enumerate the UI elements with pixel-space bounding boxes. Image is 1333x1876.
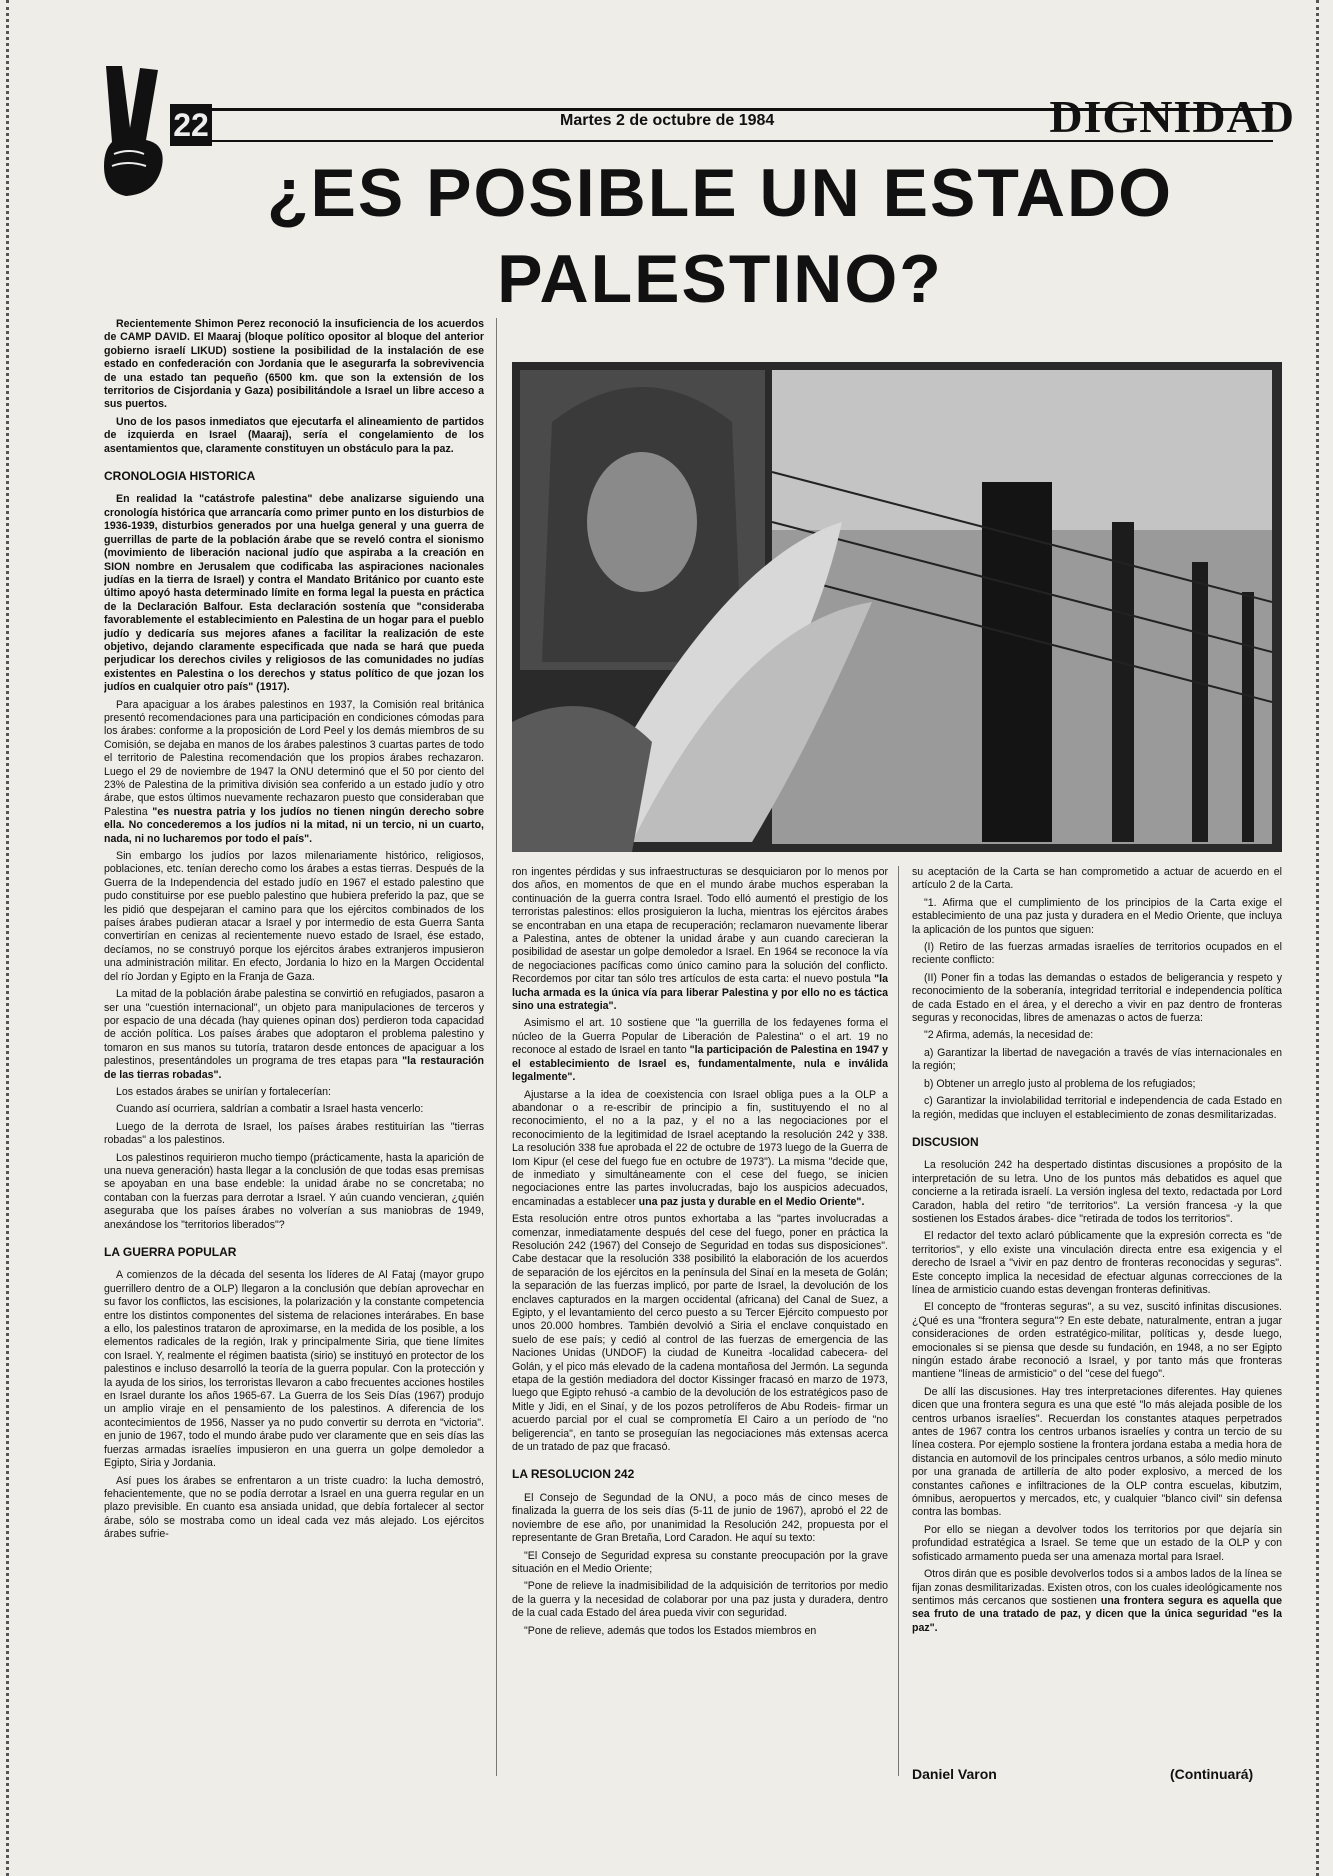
page-number: 22 xyxy=(170,104,212,146)
quote: "consideraba favorablemente el establecimiento en Palestina de un hogar para el pueblo judío y dedicaría sus mejores afanes a facilitar la realización de este objetivo, dejando claramente especificada que nada se hará que pueda perjudicar los derechos civiles y religiosos de las comunidades no judías existentes en Palestina o los derechos y status político de que jozan los judíos en cualquier otro país" (1917). xyxy=(104,600,484,694)
paragraph: A comienzos de la década del sesenta los líderes de Al Fataj (mayor grupo guerrillero dentro de a OLP) llegaron a la conclusión que debían aprovechar en su favor los conflictos, las escisiones, la polarización y la constante competencia entre los distintos componentes del sistema de relaciones interárabes. En base a ello, los palestinos trataron de aproximarse, en la medida de los posible, a los elementos radicales de la región, Irak y principalmente Siria, que tiene límites con Israel. Y, realmente el régimen baatista (sirio) se instituyó en protector de los palestinos e incluso desarrolló la teoría de la guerra popular. Con la protección y la ayuda de los sirios, los terroristas llevaron a cabo frecuentes acciones hostiles en Israel durante los años 1965-67. La Guerra de los Seis Días (1967) produjo un amplio viraje en el pensamiento de los palestinos. A diferencia de los acontecimientos de 1956, Nasser ya no pudo convertir su derrota en "victoria". en junio de 1967, todo el mundo árabe pudo ver claramente que en seis días las fuerzas armadas israelíes impusieron en una guerra un golpe demoledor a Egipto, Siria y Jordania. xyxy=(104,1269,484,1470)
column-rule xyxy=(496,318,497,1776)
section-heading-resolucion: LA RESOLUCION 242 xyxy=(512,1467,635,1482)
article-column-1 xyxy=(104,318,484,1788)
paragraph: "Pone de relieve la inadmisibilidad de la adquisición de territorios por medio de la guerra y la necesidad de colaborar por una paz justa y duradera, dentro de la cual cada Estado del área pueda vivir con seguridad. xyxy=(512,1580,888,1620)
paragraph: La resolución 242 ha despertado distintas discusiones a propósito de la interpretación de su letra. Uno de los puntos más debatidos es aquel que concierne a la retirada israelí. La versión inglesa del texto, redactada por Lord Caradon, habla del retiro "de territorios". La versión francesa -y la que sostienen los Estados árabes- dice "retirada de todos los territorios". xyxy=(912,1159,1282,1225)
paragraph: El redactor del texto aclaró públicamente que la expresión correcta es "de territorios", y ello existe una vinculación directa entre esa exigencia y el derecho de Israel a "vivir en paz dentro de fronteras reconocidas y seguras". Este concepto implica la necesidad de efectuar algunas correcciones de la línea de armisticio cuando estas devengan fronteras definitivas. xyxy=(912,1230,1282,1296)
paragraph: Cuando así ocurriera, saldrían a combatir a Israel hasta vencerlo: xyxy=(116,1103,424,1116)
paragraph: El Consejo de Segundad de la ONU, a poco más de cinco meses de finalizada la guerra de los seis días (5-11 de junio de 1967), aprobó el 22 de noviembre de ese año, por unanimidad la Resolución 242, propuesta por el representante de Gran Bretaña, Lord Caradon. He aquí su texto: xyxy=(512,1491,888,1545)
paragraph: "El Consejo de Seguridad expresa su constante preocupación por la grave situación en el Medio Oriente; xyxy=(512,1549,888,1575)
paragraph: "1. Afirma que el cumplimiento de los principios de la Carta exige el establecimiento de una paz justa y duradera en el Medio Oriente, que incluya la aplicación de los puntos que siguen: xyxy=(912,896,1282,936)
text: ron ingentes pérdidas y sus infraestructuras se desquiciaron por lo menos por dos años, en momentos de que en el mundo árabe muchos esperaban la continuación de la guerra contra Israel. Todo elló aumentó el prestigio de los terroristas palestinos: ellos prosiguieron la lucha, mientras los ejércitos árabes se encontraban en una etapa de recuperación; reclamaron nuevamente liberar a Palestina, antes de obtener la unidad árabe y aun cuando carecieran la posibilidad de asestar un golpe demoledor a Israel. En 1964 se reconoce la vía de negociaciones pacíficas como único camino para la solución del conflicto. Recordemos por citar tan sólo tres artículos de esta carta: el nuevo postula xyxy=(512,866,888,986)
quote: "la participación de Palestina en 1947 y el establecimiento de Israel es, fundamentalmente, nula e inválida legalmente". xyxy=(512,1044,888,1084)
section-heading-guerra: LA GUERRA POPULAR xyxy=(104,1245,237,1259)
paragraph xyxy=(912,1568,1282,1635)
paragraph: Sin embargo los judíos por lazos milenariamente histórico, religiosos, poblaciones, etc. tenían derecho como los árabes a estas tierras. Después de la Guerra de la Independencia del estado judío en 1967 el estado palestino que pudo constituirse por ese pueblo palestino que hubiera preferido la paz, que se les pidió que despejaran el camino para que los ejércitos combinados de los países árabes pudieran atacar a Israel y por intermedio de esta Guerra Santa convertirían en cenizas al recientemente nuevo estado de Israel, ése estado, decíamos, no se construyó porque los ejércitos árabes extranjeros impusieron una administración militar. En efecto, Jordania lo hizo en la Margen Occidental del río Jordan y Egipto en la Franja de Gaza. xyxy=(104,850,484,983)
paragraph: Los estados árabes se unirían y fortalecerían: xyxy=(116,1085,331,1098)
quote: "es nuestra patria y los judíos no tienen ningún derecho sobre ella. No concederemos a los judíos ni la mitad, ni un tercio, ni un cuarto, nada, ni no lucharemos por todo el país". xyxy=(104,805,484,845)
quote: una frontera segura es aquella que sea fruto de una tratado de paz, y dicen que la única seguridad "es la paz". xyxy=(912,1594,1282,1634)
continued-note: (Continuará) xyxy=(1170,1766,1254,1782)
masthead: DIGNIDAD xyxy=(1049,91,1295,142)
paragraph xyxy=(512,1089,888,1210)
quote: "la lucha armada es la única vía para liberar Palestina y por ello no es táctica sino una estrategia". xyxy=(512,973,888,1013)
quote: una paz justa y durable en el Medio Oriente". xyxy=(638,1195,865,1208)
paragraph: Uno de los pasos inmediatos que ejecutarfa el alineamiento de partidos de izquierda en Israel (Maaraj), sería el congelamiento de los asentamientos que, claramente constituyen un obstáculo para la paz. xyxy=(104,415,484,455)
paragraph xyxy=(104,493,484,694)
paragraph: Esta resolución entre otros puntos exhortaba a las "partes involucradas a comenzar, inmediatamente después del cese del fuego, poner en práctica la Resolución 242 (1967) del Consejo de Seguridad en todas sus disposiciones". Cabe destacar que la resolución 338 posibilitó la elaboración de los acuerdos de separación de los ejércitos en la península del Sinaí en la meseta de Golán; la separación de las fuerzas implicó, por parte de Israel, la devolución de los enclaves capturados en la margen occidental (africana) del Canal de Suez, a Egipto, y el levantamiento del cerco puesto a su Tercer Ejército compuesto por unos 20.000 hombres. También devolvió a Siria el enclave conquistado en suelo de ese país; y cedió al control de las fuerzas de emergencia de las Naciones Unidas (UNDOF) la ciudad de Kuneitra -localidad cabecera- del Golán, y el pico más elevado de la cadena montañosa del Jermón. La segunda etapa de la gestión mediadora del doctor Kissinger fracasó en marzo de 1973, luego que Egipto rehusó -a cambio de la devolución de los estratégicos paso de Mitle y Jidi, en el Sinaí, y de los pozos petrolíferos de Abu Rodeis- firmar un acuerdo parcial por el cual se comprometía El Cairo a un período de "no beligerencia", en tanto se proseguían las negociaciones más extensas acerca de un tratado de paz que fracasó. xyxy=(512,1213,888,1454)
quote: "la restauración de las tierras robadas". xyxy=(104,1055,484,1081)
paragraph xyxy=(104,699,484,846)
paragraph: Por ello se niegan a devolver todos los territorios por que dejaría sin profundidad estratégica a Israel. Se teme que un estado de la OLP y con sofisticado armamento pueda ser una amenaza mortal para Israel. xyxy=(912,1523,1282,1563)
section-heading-cronologia: CRONOLOGIA HISTORICA xyxy=(104,469,256,484)
paragraph: El concepto de "fronteras seguras", a su vez, suscitó infinitas discusiones. ¿Qué es una "frontera segura"? En este debate, naturalmente, entran a jugar consideraciones de orden estratégico-militar, políticas y, desde luego, emocionales si se piensa que desde su fundación, en 1948, a no ser Egipto ningún estado árabe reconoció a Israel, y por tanto más que fronteras mantiene "líneas de armisticio" o del "cese del fuego". xyxy=(912,1301,1282,1381)
issue-date: Martes 2 de octubre de 1984 xyxy=(560,112,775,129)
paragraph: c) Garantizar la inviolabilidad territorial e independencia de cada Estado en la región, medidas que incluyen el establecimiento de zonas desmilitarizadas. xyxy=(912,1095,1282,1121)
paragraph: b) Obtener un arreglo justo al problema de los refugiados; xyxy=(924,1077,1196,1090)
text: Para apaciguar a los árabes palestinos en 1937, la Comisión real británica presentó recomendaciones para una participación en condiciones cómodas para los árabes: conforme a la proposición de Lord Peel y los demás miembros de su Comisión, se dejaba en manos de los árabes palestinos 3 cuartas partes de todo el territorio de Palestina recomendación que los propios árabes rechazaron. Luego el 29 de noviembre de 1947 la ONU determinó que el 50 por ciento del 23% de Palestina de la primitiva división sea conferido a un estado judío y otro árabe, que estos últimos nuevamente rechazaron puesto que consideraban que Palestina xyxy=(104,698,484,818)
photo-arafat-barbed-wire xyxy=(512,362,1282,852)
column-rule xyxy=(898,866,899,1776)
paragraph: Los palestinos requirieron mucho tiempo (prácticamente, hasta la aparición de una nueva generación) hasta llegar a la conclusión de que todas esas premisas se apoyaban en una base endeble: la unidad árabe no se concretaba; no contaban con la fuerzas para derrotar a Israel. Y aún cuando vencieran, ¿quién aseguraba que los países árabes no volverían a sus maniobras de 1949, anexándose los "territorios liberados"? xyxy=(104,1151,484,1231)
paragraph: su aceptación de la Carta se han comprometido a actuar de acuerdo en el artículo 2 de la Carta. xyxy=(912,866,1282,892)
text: La mitad de la población árabe palestina se convirtió en refugiados, pasaron a ser una "cuestión internacional", un objeto para manipulaciones de terceros y por espacio de una década (hay quienes opinan dos) perdieron toda capacidad de acción política. Los países árabes que adoptaron el problema palestino y tomaron en sus manos su tutoría, trataron desde entonces de apaciguar a los palestinos, presentándoles un programa de tres etapas para xyxy=(104,988,484,1068)
victory-hand-icon xyxy=(96,62,174,202)
perforation-left xyxy=(6,0,17,1876)
paragraph: Así pues los árabes se enfrentaron a un triste cuadro: la lucha demostró, fehacientemente, que no se podía derrotar a Israel en una guerra regular en un plazo previsible. En cuanto esa ansiada unidad, que debía fortalecer al sector árabe, sólo se mostraba como un ideal cada vez más alejado. Los ejércitos árabes sufrie- xyxy=(104,1474,484,1541)
paragraph: De allí las discusiones. Hay tres interpretaciones diferentes. Hay quienes dicen que una frontera segura es una que esté "lo más alejada posible de los centros urbanos israelíes". Recuerdan los constantes ataques perpetrados antes de 1967 contra los centros urbanos israelíes y contra un tercio de su línea costera. Por ejemplo sostiene la frontera jordana estaba a media hora de distancia en automovil de los principales centros urbanos, a sólo medio minuto por una granada de artillería de alto poder explosivo, a merced de los constantes cañones e infiltraciones de la OLP contra escuelas, kibutzim, ómnibus, aeropuertos y mercados, etc, y cualquier "blanco civil" sin defensa contra las bombas. xyxy=(912,1385,1282,1519)
article-column-2 xyxy=(512,866,888,1766)
text: Ajustarse a la idea de coexistencia con Israel obliga pues a la OLP a abandonar o a re-escribir de principio a fin, sustituyendo el no al reconocimiento, el no a la paz, y el no a las negociaciones por el reconocimiento de la legitimidad de Israel aceptando la resolución 242 y 338. La resolución 338 fue aprobada el 22 de octubre de 1973 luego de la Guerra de Iom Kipur (el cese del fuego fue en octubre de 1973"). La misma "decide que, de inmediato y simultáneamente con el cese del fuego, se inicien negociaciones entre las partes involucradas, bajo los auspicios adecuados, encaminadas a establecer xyxy=(512,1088,888,1208)
text: En realidad la "catástrofe palestina" debe analizarse siguiendo una cronología histórica que arrancaría como primer punto en los disturbios de 1936-1939, disturbios generados por una huelga general y una guerra de guerrillas de parte de la población árabe que se reveló contra el sionismo (movimiento de liberación nacional judío que aspiraba a la creación en SION nombre en Jerusalem que codificaba las aspiraciones nacionales judías en la tierra de Israel) y contra el Mandato Británico por cuanto este último apoyó hasta determinado límite en forma legal la puesta en práctica de la Declaración Balfour. Esta declaración sostenía que xyxy=(104,493,484,613)
paragraph xyxy=(104,988,484,1082)
paragraph xyxy=(512,866,888,1013)
paragraph xyxy=(512,1017,888,1084)
section-heading-discusion: DISCUSION xyxy=(912,1134,979,1149)
paragraph: a) Garantizar la libertad de navegación a través de vías internacionales en la región; xyxy=(912,1046,1282,1073)
paragraph: "2 Afirma, además, la necesidad de: xyxy=(924,1029,1094,1042)
photo-collage xyxy=(512,362,1282,852)
article-column-3 xyxy=(912,866,1282,1786)
paragraph: (I) Retiro de las fuerzas armadas israelíes de territorios ocupados en el reciente conflicto: xyxy=(912,941,1282,967)
headline-line-1: ¿ES POSIBLE UN ESTADO xyxy=(267,155,1173,231)
headline xyxy=(200,150,1240,322)
text: Otros dirán que es posible devolverlos todos si a ambos lados de la línea se fijan zonas desmilitarizadas. Existen otros, con los cuales ideológicamente nos sentimos más cercanos que sostienen xyxy=(912,1568,1282,1607)
headline-line-2: PALESTINO? xyxy=(497,241,943,317)
text: Asimismo el art. 10 sostiene que "la guerrilla de los fedayenes forma el núcleo de la Guerra Popular de Liberación de Palestina" o el art. 19 no reconoce al estado de Israel en tanto xyxy=(512,1017,888,1057)
perforation-right xyxy=(1316,0,1327,1876)
paragraph: Luego de la derrota de Israel, los países árabes restituirían las "tierras robadas" a los palestinos. xyxy=(104,1120,484,1147)
paragraph: "Pone de relieve, además que todos los Estados miembros en xyxy=(524,1624,817,1637)
author-signature: Daniel Varon xyxy=(912,1766,997,1782)
paragraph: Recientemente Shimon Perez reconoció la insuficiencia de los acuerdos de CAMP DAVID. El Maaraj (bloque político opositor al bloque del anterior gobierno israelí LIKUD) sostiene la posibilidad de la instalación de ese estado en confederación con Jordania que le asegurarfa la sobrevivencia de una estado tan pequeño (6500 km. que son la extensión de los territorios de Cisjordania y Gaza) posibilitándole a Israel un libre acceso a sus puertos. xyxy=(104,318,484,411)
paragraph: (II) Poner fin a todas las demandas o estados de beligerancia y respeto y reconocimiento de la soberanía, integridad territorial e independencia política de cada Estado en el área, y el derecho a vivir en paz dentro de fronteras seguras y reconocidas, libres de amenazas o actos de fuerza: xyxy=(912,971,1282,1025)
